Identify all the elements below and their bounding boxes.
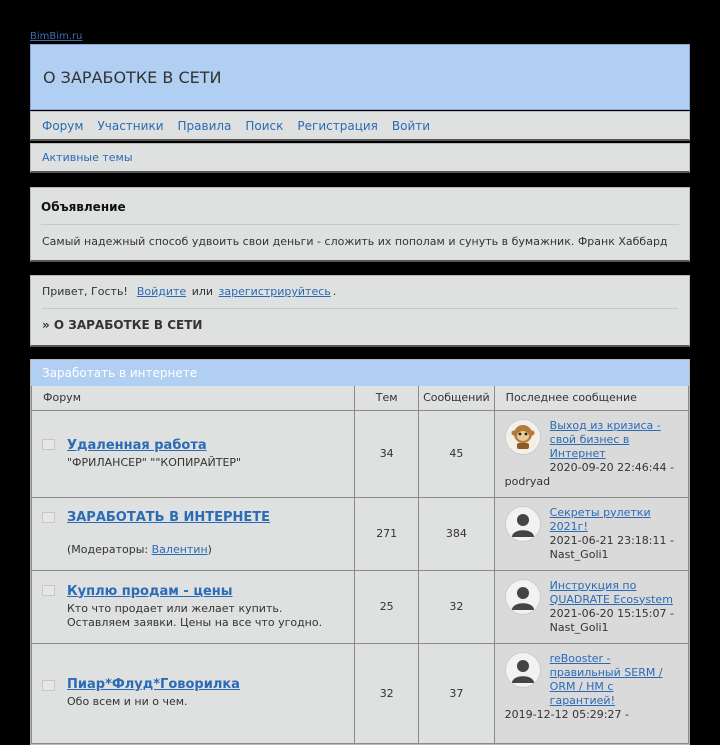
nav-members[interactable]: Участники: [97, 118, 164, 133]
breadcrumb: » О ЗАРАБОТКЕ В СЕТИ: [42, 318, 203, 332]
forum-status-icon: [42, 585, 55, 596]
topics-count: 25: [355, 570, 419, 643]
forum-link[interactable]: ЗАРАБОТАТЬ В ИНТЕРНЕТЕ: [67, 510, 271, 525]
user-silhouette-icon[interactable]: [505, 652, 541, 688]
nav-forum[interactable]: Форум: [42, 118, 84, 133]
last-post-date: 2021-06-21 23:18:11 -: [549, 533, 674, 547]
forum-banner: [30, 44, 690, 110]
moderators-close: ): [207, 543, 212, 556]
forum-cell: [32, 410, 355, 497]
last-post-link[interactable]: Инструкция по QUADRATE Ecosystem: [549, 578, 673, 606]
main-navigation: [30, 111, 690, 141]
forum-link[interactable]: Удаленная работа: [67, 437, 207, 453]
login-link[interactable]: Войдите: [136, 285, 187, 298]
table-row: [32, 570, 689, 643]
topics-count: 34: [355, 410, 419, 497]
nav-register[interactable]: Регистрация: [297, 118, 378, 133]
header-last-post: Последнее сообщение: [494, 386, 688, 410]
forum-status-icon: [42, 680, 55, 691]
forum-status-icon: [42, 512, 55, 523]
last-post-cell: [494, 570, 688, 643]
header-posts: Сообщений: [419, 386, 495, 410]
forum-description: Кто что продает или желает купить. Оставляем заявки. Цены на все что угодно.: [67, 601, 323, 629]
forum-title: О ЗАРАБОТКЕ В СЕТИ: [43, 67, 222, 87]
nav-rules[interactable]: Правила: [177, 118, 232, 133]
period: .: [332, 285, 337, 298]
monkey-avatar-icon[interactable]: [505, 419, 541, 455]
posts-count: 45: [419, 410, 495, 497]
or-text: или: [191, 285, 214, 298]
announcement-text: Самый надежный способ удвоить свои деньги - сложить их пополам и сунуть в бумажник. Франк Хаббард: [42, 235, 668, 248]
last-post-cell: [494, 497, 688, 570]
forum-cell: [32, 643, 355, 743]
forum-link[interactable]: Куплю продам - цены: [67, 583, 233, 599]
active-topics-link[interactable]: Активные темы: [42, 151, 133, 164]
last-post-user: Nast_Goli1: [549, 547, 609, 561]
user-silhouette-icon[interactable]: [505, 506, 541, 542]
topics-count: 32: [355, 643, 419, 743]
last-post-link[interactable]: reBooster - правильный SERM / ORM / HM с гарантией!: [549, 651, 663, 707]
last-post-user: Nast_Goli1: [549, 620, 609, 634]
last-post-user: podryad: [504, 474, 551, 488]
category-title: Заработать в интернете: [42, 366, 198, 380]
forum-link[interactable]: Пиар*Флуд*Говорилка: [67, 677, 240, 692]
table-row: [32, 410, 689, 497]
header-forum: Форум: [32, 386, 355, 410]
posts-count: 384: [419, 497, 495, 570]
forum-moderators: [67, 543, 344, 557]
forum-table: [31, 386, 689, 744]
table-row: [32, 643, 689, 743]
forum-description: "ФРИЛАНСЕР" ""КОПИРАЙТЕР": [67, 455, 242, 469]
greeting-text: Привет, Гость!: [42, 285, 128, 298]
welcome-block: [30, 275, 690, 347]
nav-search[interactable]: Поиск: [245, 118, 284, 133]
announcement-heading: Объявление: [41, 200, 126, 214]
last-post-date: 2021-06-20 15:15:07 -: [549, 606, 674, 620]
forum-status-icon: [42, 439, 55, 450]
posts-count: 32: [419, 570, 495, 643]
topics-count: 271: [355, 497, 419, 570]
register-link[interactable]: зарегистрируйтесь: [218, 285, 331, 298]
user-silhouette-icon[interactable]: [505, 579, 541, 615]
divider: [41, 224, 679, 225]
category-header: [31, 360, 689, 386]
table-row: [32, 497, 689, 570]
posts-count: 37: [419, 643, 495, 743]
last-post-date: 2019-12-12 05:29:27 -: [504, 707, 629, 721]
last-post-cell: [494, 643, 688, 743]
last-post-link[interactable]: Выход из кризиса - свой бизнес в Интернет: [549, 418, 661, 460]
sub-navigation: [30, 143, 690, 173]
forum-cell: [32, 497, 355, 570]
nav-login[interactable]: Войти: [391, 118, 431, 133]
guest-greeting-line: [42, 285, 678, 298]
forum-description: Обо всем и ни о чем.: [67, 695, 188, 708]
moderators-label: (Модераторы:: [67, 543, 149, 556]
header-topics: Тем: [355, 386, 419, 410]
last-post-link[interactable]: Секреты рулетки 2021г!: [549, 505, 651, 533]
announcement-block: [30, 187, 690, 262]
divider: [42, 308, 678, 309]
forum-cell: [32, 570, 355, 643]
page-wrapper: [30, 44, 690, 745]
site-link[interactable]: BimBim.ru: [30, 31, 83, 42]
moderator-link[interactable]: Валентин: [151, 543, 208, 556]
last-post-cell: [494, 410, 688, 497]
category-block: [30, 359, 690, 745]
last-post-date: 2020-09-20 22:46:44 -: [549, 460, 674, 474]
